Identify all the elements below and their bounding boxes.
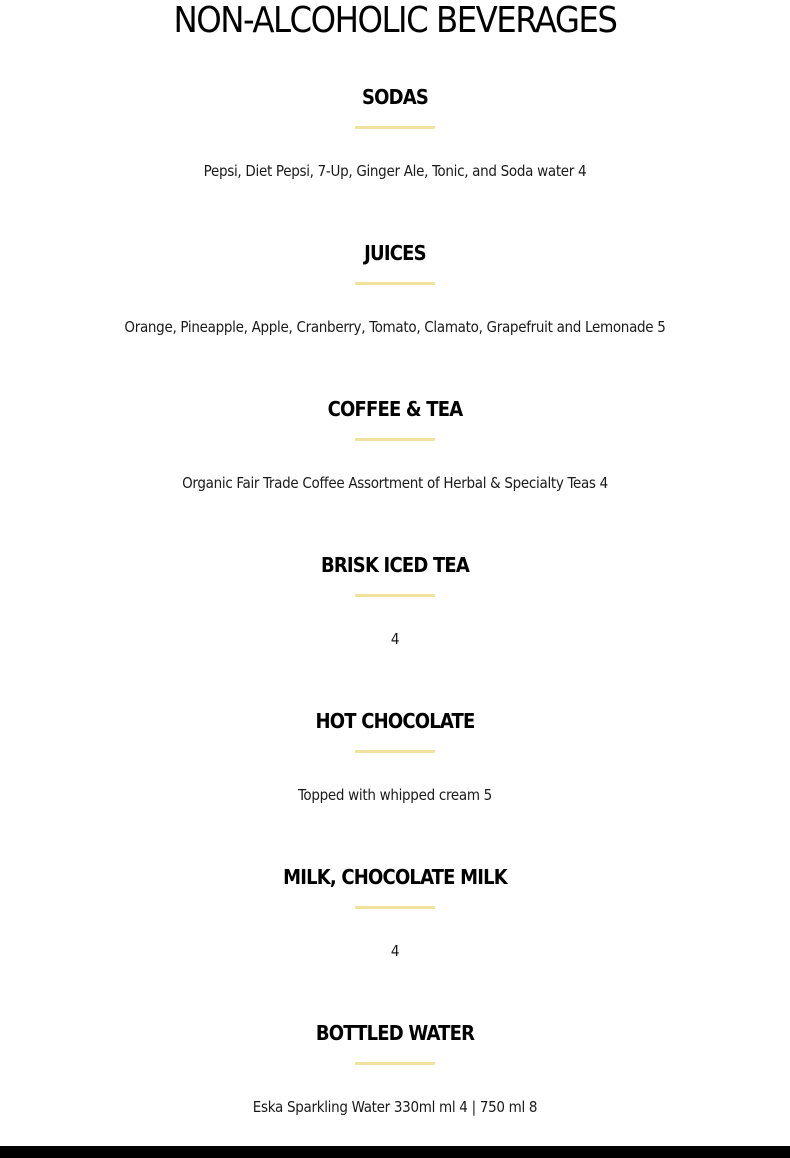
section-title: BOTTLED WATER [315,1021,475,1045]
section-description: 4 [390,942,400,960]
section-description: Organic Fair Trade Coffee Assortment of Herbal & Specialty Teas 4 [182,474,608,492]
section-description: 4 [390,630,400,648]
menu-section-brisk-iced-tea [0,550,790,706]
section-description: Eska Sparkling Water 330ml ml 4 | 750 ml 8 [252,1098,538,1116]
section-divider [355,906,435,909]
section-title: HOT CHOCOLATE [315,709,475,733]
section-title: BRISK ICED TEA [320,553,470,577]
section-divider [355,438,435,441]
section-divider [355,594,435,597]
section-description: Pepsi, Diet Pepsi, 7-Up, Ginger Ale, Tonic, and Soda water 4 [203,162,587,180]
section-description: Topped with whipped cream 5 [298,786,492,804]
menu-section-coffee-tea [0,394,790,550]
footer-bar [0,1146,790,1158]
page-title: NON-ALCOHOLIC BEVERAGES [173,0,617,41]
menu-section-juices [0,238,790,394]
menu-section-bottled-water [0,1018,790,1158]
section-divider [355,126,435,129]
section-title: JUICES [364,241,426,265]
section-title: SODAS [361,85,429,109]
section-divider [355,282,435,285]
section-title: COFFEE & TEA [327,397,463,421]
section-divider [355,750,435,753]
menu-section-hot-chocolate [0,706,790,862]
section-divider [355,1062,435,1065]
menu-section-sodas [0,82,790,238]
section-title: MILK, CHOCOLATE MILK [283,865,507,889]
section-description: Orange, Pineapple, Apple, Cranberry, Tomato, Clamato, Grapefruit and Lemonade 5 [124,318,666,336]
menu-section-milk [0,862,790,1018]
